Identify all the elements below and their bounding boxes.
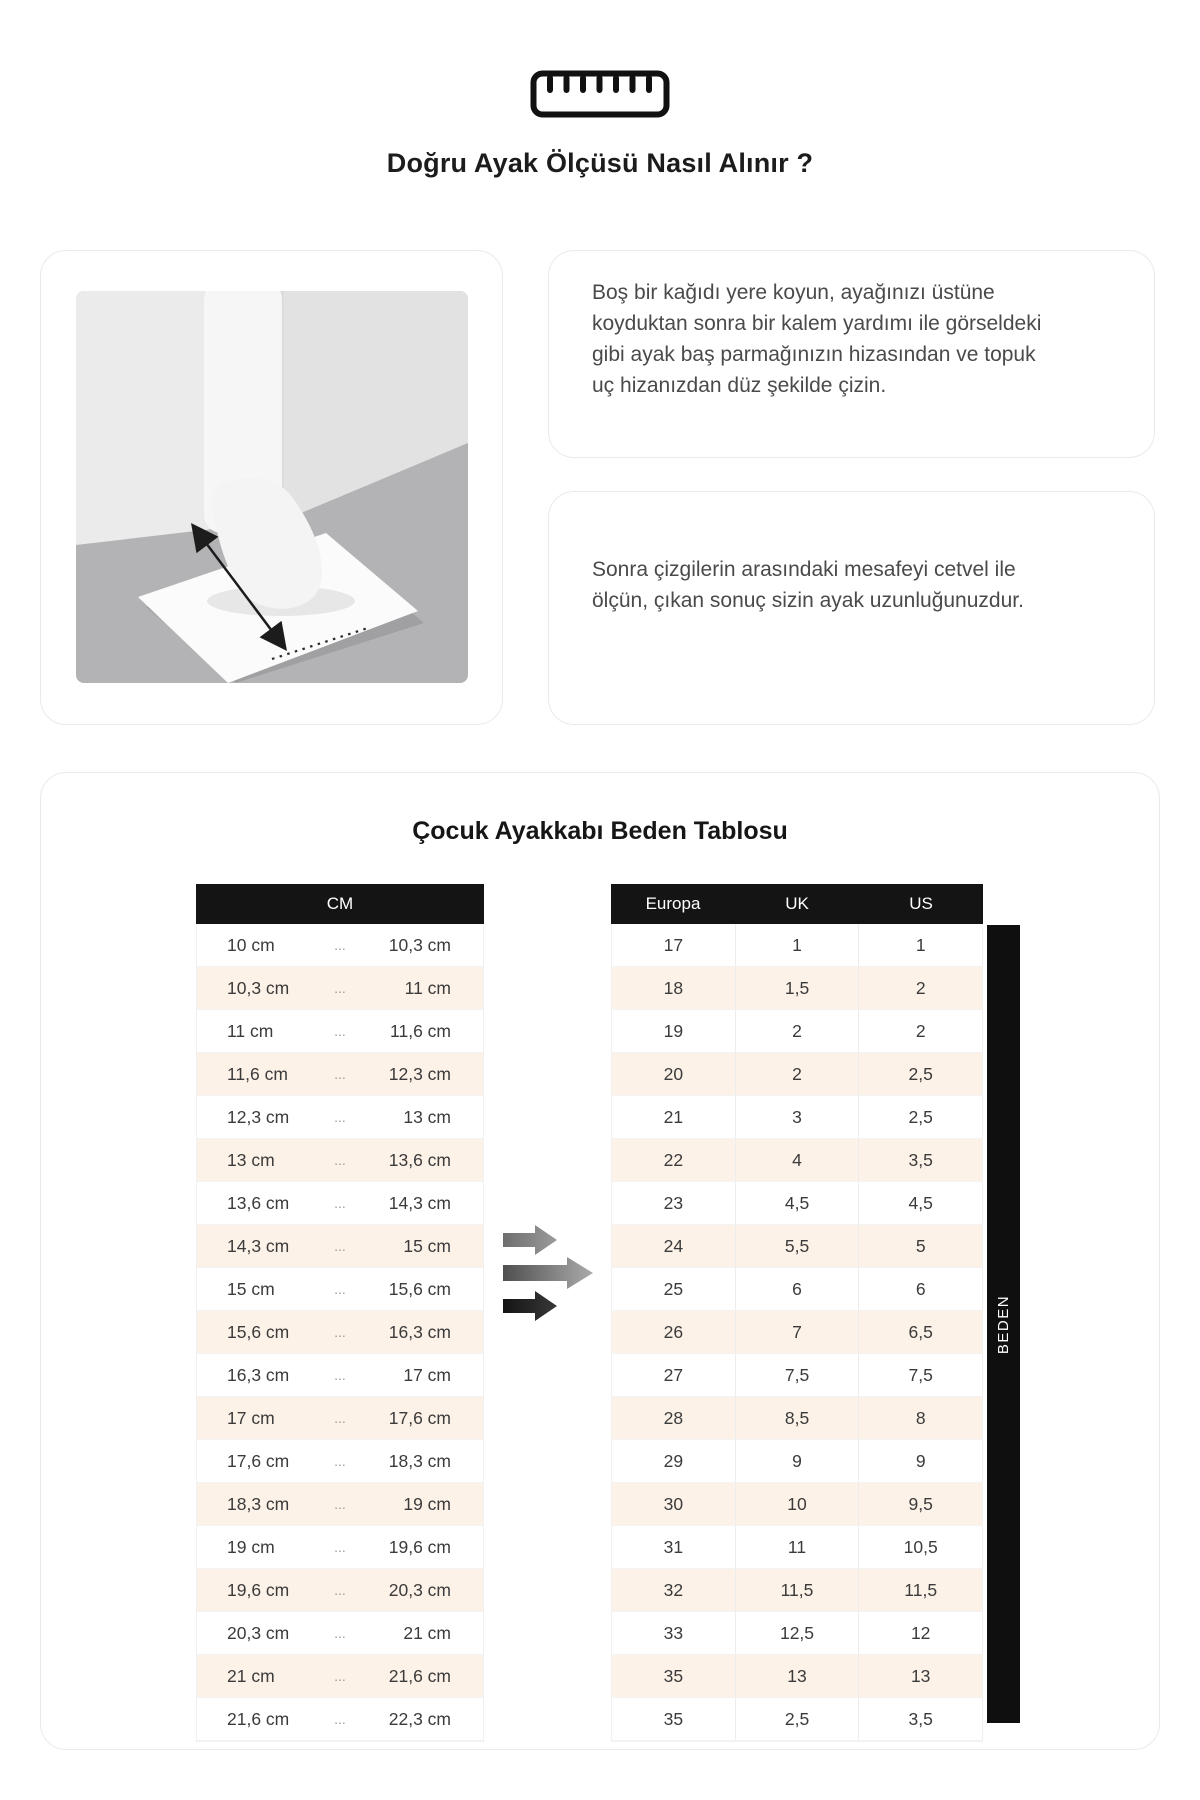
cm-range-row: 16,3 cm ... 17 cm [197, 1354, 483, 1397]
beden-side-bar [987, 925, 1020, 1723]
size-row: 31 11 10,5 [612, 1526, 982, 1569]
us-header-label: US [909, 894, 933, 913]
size-table-body [612, 924, 982, 1741]
instruction-step-2: Sonra çizgilerin arasındaki mesafeyi cetvel ile ölçün, çıkan sonuç sizin ayak uzunluğunuzdur. [592, 558, 1024, 612]
cm-range-row: 11 cm ... 11,6 cm [197, 1010, 483, 1053]
cm-range-row: 21,6 cm ... 22,3 cm [197, 1698, 483, 1741]
cm-range-row: 15 cm ... 15,6 cm [197, 1268, 483, 1311]
cm-range-row: 18,3 cm ... 19 cm [197, 1483, 483, 1526]
cm-range-row: 21 cm ... 21,6 cm [197, 1655, 483, 1698]
cm-range-row: 19 cm ... 19,6 cm [197, 1526, 483, 1569]
size-row: 19 2 2 [612, 1010, 982, 1053]
page-title: Doğru Ayak Ölçüsü Nasıl Alınır ? [386, 148, 814, 178]
size-row: 20 2 2,5 [612, 1053, 982, 1096]
cm-range-row: 17 cm ... 17,6 cm [197, 1397, 483, 1440]
size-row: 22 4 3,5 [612, 1139, 982, 1182]
beden-label: BEDEN [995, 1294, 1012, 1354]
size-row: 25 6 6 [612, 1268, 982, 1311]
cm-range-row: 14,3 cm ... 15 cm [197, 1225, 483, 1268]
size-row: 35 2,5 3,5 [612, 1698, 982, 1741]
size-row: 18 1,5 2 [612, 967, 982, 1010]
size-row: 24 5,5 5 [612, 1225, 982, 1268]
foot-measurement-photo [76, 291, 468, 683]
size-row: 27 7,5 7,5 [612, 1354, 982, 1397]
size-row: 26 7 6,5 [612, 1311, 982, 1354]
instruction-card-1 [548, 250, 1155, 458]
cm-table-body [197, 924, 483, 1741]
cm-range-row: 13 cm ... 13,6 cm [197, 1139, 483, 1182]
cm-range-row: 15,6 cm ... 16,3 cm [197, 1311, 483, 1354]
size-row: 29 9 9 [612, 1440, 982, 1483]
instruction-step-1: Boş bir kağıdı yere koyun, ayağınızı üstüne koyduktan sonra bir kalem yardımı ile görseldeki gibi ayak baş parmağınızın hizasından ve topuk uç hizanızdan düz şekilde çizin. [592, 281, 1042, 397]
cm-range-row: 10 cm ... 10,3 cm [197, 924, 483, 967]
size-row: 28 8,5 8 [612, 1397, 982, 1440]
instruction-card-2 [548, 491, 1155, 725]
cm-range-row: 10,3 cm ... 11 cm [197, 967, 483, 1010]
cm-range-row: 19,6 cm ... 20,3 cm [197, 1569, 483, 1612]
cm-range-table [196, 885, 484, 1742]
europa-header-label: Europa [645, 894, 701, 913]
size-row: 33 12,5 12 [612, 1612, 982, 1655]
size-chart-card [40, 772, 1160, 1750]
size-row: 35 13 13 [612, 1655, 982, 1698]
cm-table-header [196, 884, 484, 924]
cm-range-row: 20,3 cm ... 21 cm [197, 1612, 483, 1655]
size-row: 21 3 2,5 [612, 1096, 982, 1139]
measurement-photo-card [40, 250, 503, 725]
size-row: 23 4,5 4,5 [612, 1182, 982, 1225]
cm-range-row: 17,6 cm ... 18,3 cm [197, 1440, 483, 1483]
size-chart-title: Çocuk Ayakkabı Beden Tablosu [412, 817, 788, 845]
uk-header-label: UK [785, 894, 809, 913]
size-table-header [611, 884, 983, 924]
size-row: 32 11,5 11,5 [612, 1569, 982, 1612]
size-row: 30 10 9,5 [612, 1483, 982, 1526]
size-conversion-table [611, 885, 983, 1742]
cm-range-row: 11,6 cm ... 12,3 cm [197, 1053, 483, 1096]
cm-range-row: 13,6 cm ... 14,3 cm [197, 1182, 483, 1225]
cm-header-label: CM [326, 894, 354, 913]
size-convert-arrows-icon [501, 1221, 601, 1321]
cm-range-row: 12,3 cm ... 13 cm [197, 1096, 483, 1139]
ruler-icon [530, 70, 670, 118]
size-row: 17 1 1 [612, 924, 982, 967]
